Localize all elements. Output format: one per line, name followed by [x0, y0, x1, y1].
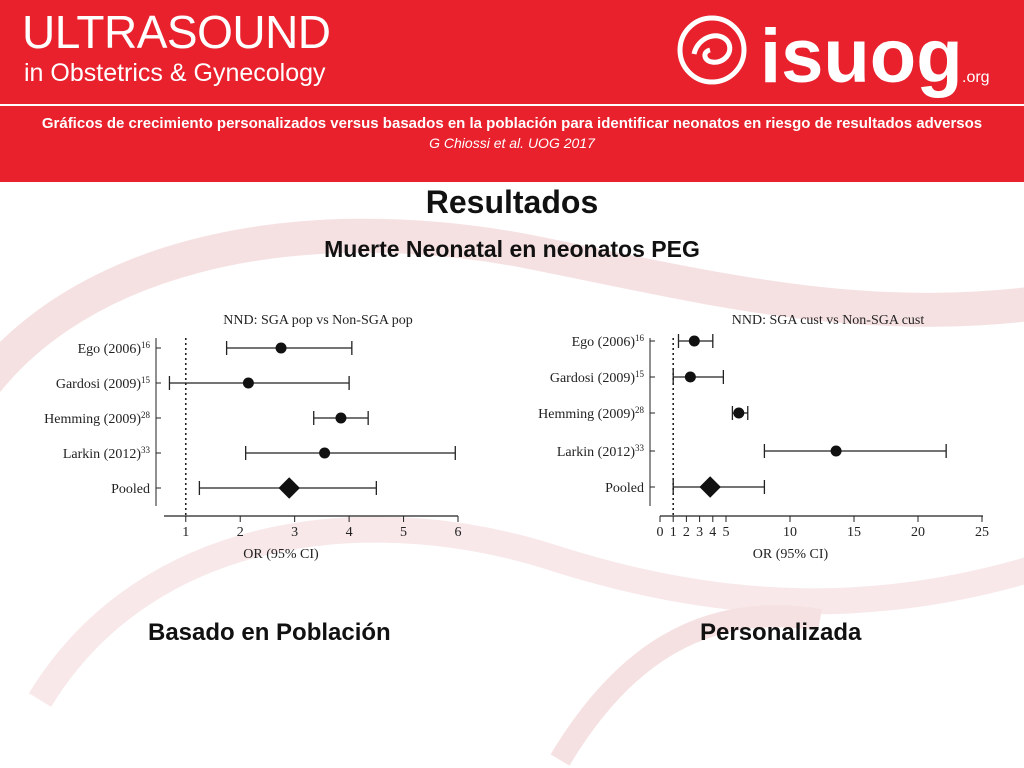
- study-reference-number: 28: [141, 410, 150, 420]
- study-label: Gardosi $(2009)^{15}$: [549, 369, 644, 386]
- study-label: Larkin $(2012)^{33}$: [556, 443, 644, 460]
- journal-title-line1: ULTRASOUND: [22, 6, 331, 58]
- x-tick-label: 1: [182, 525, 190, 540]
- study-reference-number: 15: [635, 369, 644, 379]
- caption-customized: Personalizada: [700, 619, 862, 646]
- x-tick-label: 5: [722, 525, 730, 540]
- study-point-estimate: [689, 336, 700, 347]
- study-point-estimate: [243, 378, 254, 389]
- study-reference-number: 28: [635, 405, 644, 415]
- study-point-estimate: [685, 372, 696, 383]
- x-tick-label: 0: [656, 525, 664, 540]
- x-tick-label: 20: [911, 525, 925, 540]
- forest-plot-customized: [528, 298, 998, 568]
- x-tick-label: 6: [454, 525, 462, 540]
- study-reference-number: 33: [141, 445, 150, 455]
- pooled-estimate-diamond: [700, 477, 720, 497]
- article-citation: G Chiossi et al. UOG 2017: [429, 135, 595, 151]
- x-tick-label: 4: [345, 525, 353, 540]
- study-label: Gardosi $(2009)^{15}$: [55, 375, 150, 392]
- study-reference-number: 33: [635, 443, 644, 453]
- slide-subheading: Muerte Neonatal en neonatos PEG: [324, 236, 700, 262]
- study-point-estimate: [831, 446, 842, 457]
- study-point-estimate: [335, 413, 346, 424]
- pooled-estimate-diamond: [279, 478, 299, 498]
- study-point-estimate: [319, 448, 330, 459]
- study-label: Larkin $(2012)^{33}$: [62, 445, 150, 462]
- x-axis-label: OR (95% CI): [752, 547, 829, 562]
- chart-title: NND: SGA pop vs Non-SGA pop: [223, 313, 413, 328]
- study-label: Pooled: [605, 481, 644, 496]
- x-tick-label: 1: [669, 525, 677, 540]
- x-tick-label: 3: [696, 525, 704, 540]
- isuog-logo-suffix: .org: [962, 69, 990, 86]
- caption-population: Basado en Población: [148, 619, 391, 646]
- x-axis-label: OR (95% CI): [243, 547, 319, 562]
- x-tick-label: 10: [783, 525, 797, 540]
- study-point-estimate: [733, 408, 744, 419]
- x-tick-label: 4: [709, 525, 717, 540]
- article-title: Gráficos de crecimiento personalizados versus basados en la población para identificar neonatos en riesgo de resultados adversos: [41, 115, 983, 132]
- x-tick-label: 15: [847, 525, 861, 540]
- article-subtitle-band: [0, 104, 1024, 182]
- study-reference-number: 15: [141, 375, 150, 385]
- isuog-logo-text: isuog: [760, 14, 963, 98]
- x-tick-label: 3: [291, 525, 299, 540]
- study-label: Ego $(2006)^{16}$: [77, 340, 150, 357]
- journal-title-line2: in Obstetrics & Gynecology: [24, 59, 326, 87]
- study-reference-number: 16: [141, 340, 150, 350]
- study-reference-number: 16: [635, 333, 644, 343]
- x-tick-label: 25: [975, 525, 989, 540]
- journal-header: [0, 0, 1024, 104]
- study-point-estimate: [276, 343, 287, 354]
- x-tick-label: 2: [682, 525, 690, 540]
- chart-title: NND: SGA cust vs Non-SGA cust: [731, 313, 925, 328]
- forest-plot-population: [18, 298, 478, 568]
- x-tick-label: 2: [236, 525, 244, 540]
- isuog-logo: [668, 6, 1008, 98]
- study-label: Hemming $(2009)^{28}$: [538, 405, 644, 422]
- study-label: Pooled: [111, 482, 150, 497]
- study-label: Hemming $(2009)^{28}$: [44, 410, 150, 427]
- study-label: Ego $(2006)^{16}$: [571, 333, 644, 350]
- isuog-emblem-icon: [680, 18, 744, 82]
- x-tick-label: 5: [400, 525, 408, 540]
- slide-title: Resultados: [425, 184, 599, 220]
